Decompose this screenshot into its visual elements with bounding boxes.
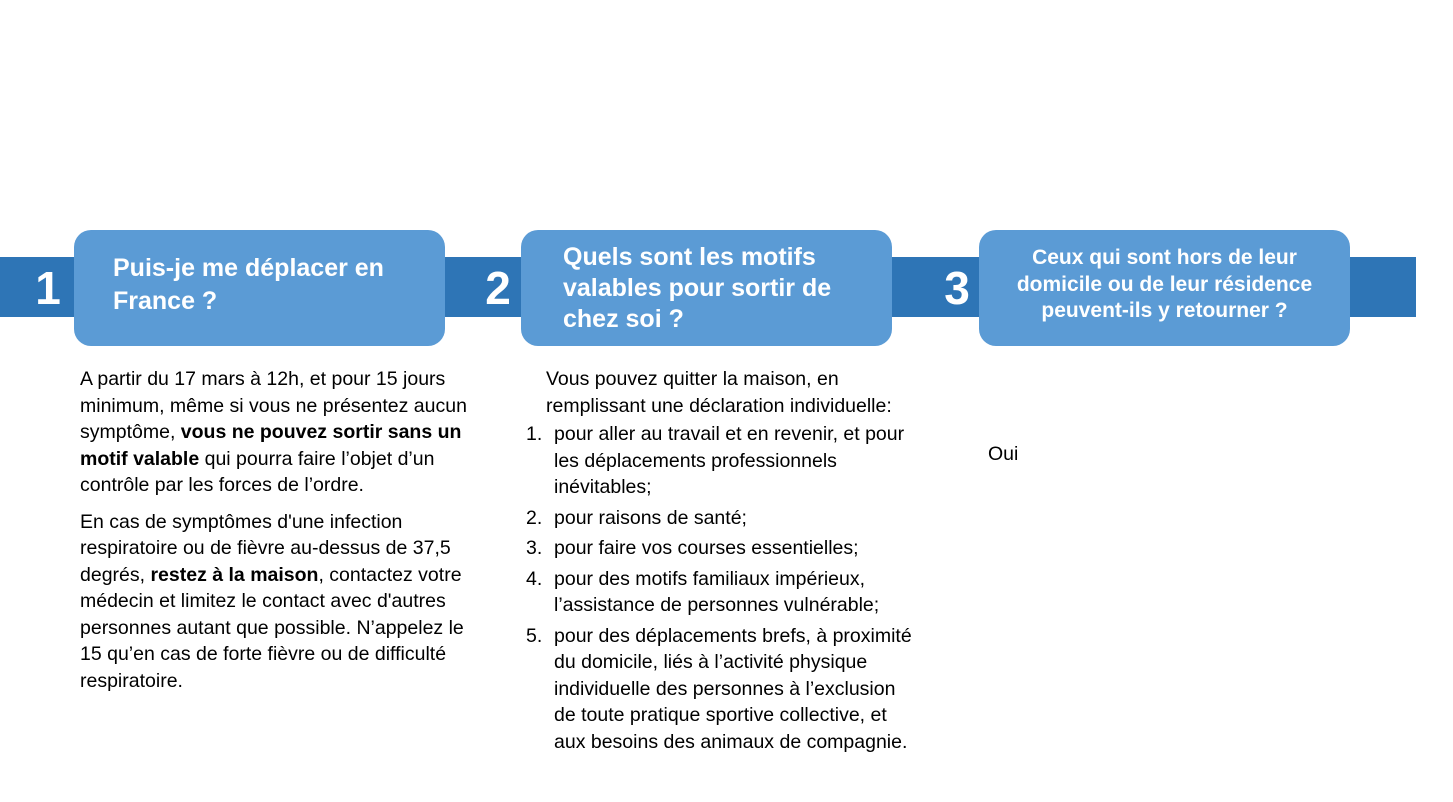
list-marker: 5. <box>526 624 543 647</box>
text-segment: En cas de symptômes d'une infection respiratoire ou de fièvre au-dessus de 37,5 degrés, <box>80 510 451 586</box>
list-item <box>526 421 916 501</box>
text-segment: A partir du 17 mars à 12h, et pour 15 jours minimum, même si vous ne présentez aucun symptôme, <box>80 368 467 443</box>
text-segment: , contactez votre médecin et limitez le contact avec d'autres personnes autant que possible. N’appelez le 15 qu’en cas de forte fièvre ou de difficulté respiratoire. <box>80 563 464 692</box>
list-item-text: pour faire vos courses essentielles; <box>554 537 859 559</box>
list-marker: 1. <box>526 423 543 445</box>
answer-3-text: Oui <box>988 443 1019 465</box>
question-card-1 <box>74 230 445 346</box>
list-marker: 4. <box>526 567 543 590</box>
step-number-3: 3 <box>944 262 970 314</box>
question-card-2 <box>521 230 892 346</box>
question-card-3 <box>979 230 1350 346</box>
list-item <box>526 505 916 532</box>
question-title-3: Ceux qui sont hors de leur domicile ou de leur résidence peuvent-ils y retourner ? <box>1016 246 1313 322</box>
answer-column-3 <box>988 441 1188 468</box>
question-title-1: Puis-je me déplacer en France ? <box>113 254 384 315</box>
list-item-text: pour des motifs familiaux impérieux, l’assistance de personnes vulnérable; <box>554 567 880 616</box>
step-number-2: 2 <box>485 262 511 314</box>
answer-1-paragraph-2 <box>80 509 475 695</box>
bold-segment: restez à la maison <box>150 563 319 586</box>
list-item <box>526 566 916 619</box>
motifs-list <box>526 421 916 755</box>
step-number-1: 1 <box>35 262 61 314</box>
answer-column-2 <box>526 366 916 759</box>
question-title-2: Quels sont les motifs valables pour sortir de chez soi ? <box>563 243 832 333</box>
list-marker: 2. <box>526 506 543 529</box>
list-item-text: pour raisons de santé; <box>554 506 747 529</box>
list-item-text: pour aller au travail et en revenir, et pour les déplacements professionnels inévitables; <box>554 423 905 498</box>
list-marker: 3. <box>526 537 543 559</box>
list-item-text: pour des déplacements brefs, à proximité du domicile, liés à l’activité physique individuelle des personnes à l’exclusion de toute pratique sportive collective, et aux besoins des animaux de compagnie. <box>554 624 912 753</box>
bold-segment: vous ne pouvez sortir sans un motif valable <box>80 421 462 470</box>
list-item <box>526 623 916 756</box>
list-item <box>526 535 916 562</box>
answer-column-1 <box>80 366 475 704</box>
text-segment: qui pourra faire l’objet d’un contrôle par les forces de l’ordre. <box>80 447 435 496</box>
answer-1-paragraph-1 <box>80 366 475 499</box>
answer-2-intro: Vous pouvez quitter la maison, en remplissant une déclaration individuelle: <box>546 368 892 417</box>
